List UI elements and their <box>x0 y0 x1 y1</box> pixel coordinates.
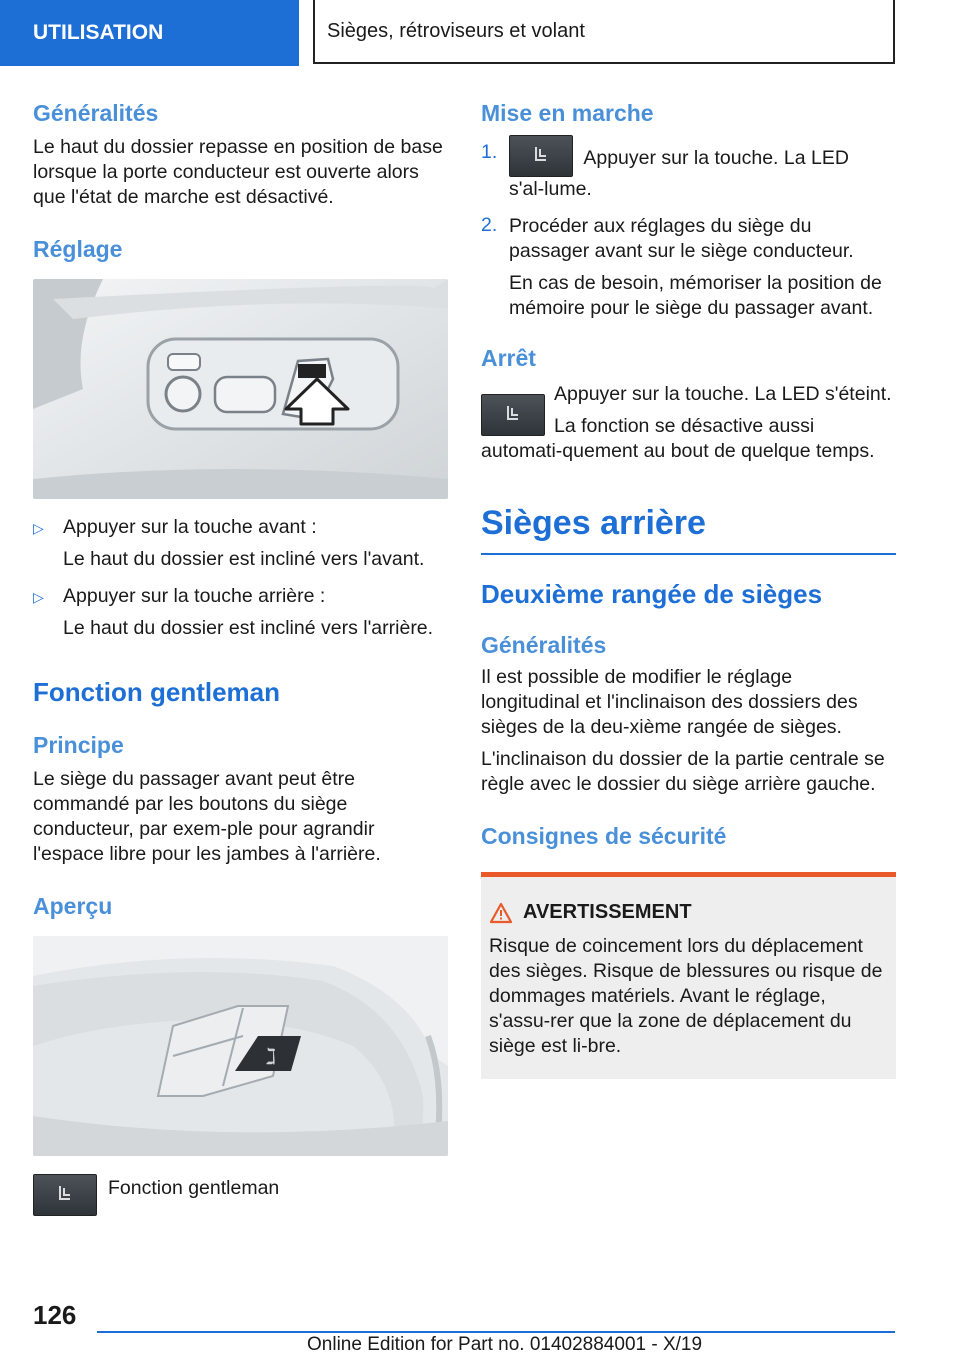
bullet-label: Appuyer sur la touche arrière : <box>63 585 326 607</box>
arret-line-1: Appuyer sur la touche. La LED s'éteint. <box>554 383 892 405</box>
arret-heading: Arrêt <box>481 345 536 371</box>
footer-edition: Online Edition for Part no. 01402884001 - X/19 <box>307 1334 703 1355</box>
step-text: Appuyer sur la touche. La LED s'al‑lume. <box>509 147 849 200</box>
generalites-text: Le haut du dossier repasse en position de base lorsque la porte conducteur est ouverte alors que l'état de marche est désactivé. <box>33 136 443 208</box>
step-number: 1. <box>481 141 498 163</box>
warning-text: Risque de coincement lors du déplacement des sièges. Risque de blessures ou risque de dommages matériels. Avant le réglage, s'assu‑rer que la zone de déplacement du siège est li‑bre. <box>489 935 883 1057</box>
generalites-2-heading: Généralités <box>481 632 607 658</box>
bullet-detail <box>33 547 448 572</box>
gentleman-heading: Fonction gentleman <box>33 677 280 707</box>
bullet-triangle-icon: ▷ <box>33 589 44 605</box>
apercu-heading: Aperçu <box>33 893 113 919</box>
generalites-2-text-2: L'inclinaison du dossier de la partie centrale se règle avec le dossier du siège arrière gauche. <box>481 748 885 795</box>
bullet-label: Appuyer sur la touche avant : <box>63 516 317 538</box>
left-column <box>33 100 448 1216</box>
step-text: Procéder aux réglages du siège du passager avant sur le siège conducteur. <box>509 215 854 262</box>
seat-controls-photo <box>33 279 448 499</box>
page-number: 126 <box>33 1300 77 1330</box>
bullet-detail <box>33 616 448 641</box>
step-subtext: En cas de besoin, mémoriser la position de mémoire pour le siège du passager avant. <box>509 272 882 319</box>
bullet-triangle-icon: ▷ <box>33 520 44 536</box>
generalites-2-text-1: Il est possible de modifier le réglage longitudinal et l'inclinaison des dossiers des sièges de la deu‑xième rangée de sièges. <box>481 666 858 738</box>
principe-heading: Principe <box>33 732 124 758</box>
icon-caption: Fonction gentleman <box>108 1177 280 1199</box>
seat-button-icon <box>481 394 545 436</box>
warning-triangle-icon <box>489 902 513 924</box>
footer-rule <box>97 1331 895 1333</box>
second-row-heading: Deuxième rangée de sièges <box>481 579 823 609</box>
bullet-detail-text: Le haut du dossier est incliné vers l'avant. <box>63 548 425 570</box>
rear-seats-heading: Sièges arrière <box>481 504 896 555</box>
header-chapter: Sièges, rétroviseurs et volant <box>313 0 895 64</box>
header-section: UTILISATION <box>0 0 299 66</box>
safety-heading: Consignes de sécurité <box>481 823 727 849</box>
warning-title <box>489 901 888 924</box>
seat-button-icon <box>509 135 573 177</box>
mise-en-marche-heading: Mise en marche <box>481 100 654 126</box>
arret-line-2: La fonction se désactive aussi automati‑quement au bout de quelque temps. <box>481 415 875 462</box>
seat-button-icon <box>33 1174 97 1216</box>
gentleman-key-caption <box>33 1174 448 1216</box>
warning-title-text: AVERTISSEMENT <box>523 901 692 923</box>
step-2 <box>481 214 896 321</box>
warning-box <box>481 872 896 1079</box>
bullet-detail-text: Le haut du dossier est incliné vers l'arrière. <box>63 617 434 639</box>
bullet-item-rear <box>33 584 448 610</box>
arret-block <box>481 382 896 464</box>
svg-text:ℷ: ℷ <box>266 1045 277 1070</box>
reglage-heading: Réglage <box>33 236 123 262</box>
principe-text: Le siège du passager avant peut être commandé par les boutons du siège conducteur, par exem‑ple pour agrandir l'espace libre pour les jambes à l'arrière. <box>33 768 381 865</box>
step-number: 2. <box>481 214 498 236</box>
gentleman-button-photo <box>33 936 448 1156</box>
step-1 <box>481 141 896 202</box>
right-column <box>481 100 896 1079</box>
bullet-item-front <box>33 515 448 541</box>
generalites-heading: Généralités <box>33 100 159 126</box>
